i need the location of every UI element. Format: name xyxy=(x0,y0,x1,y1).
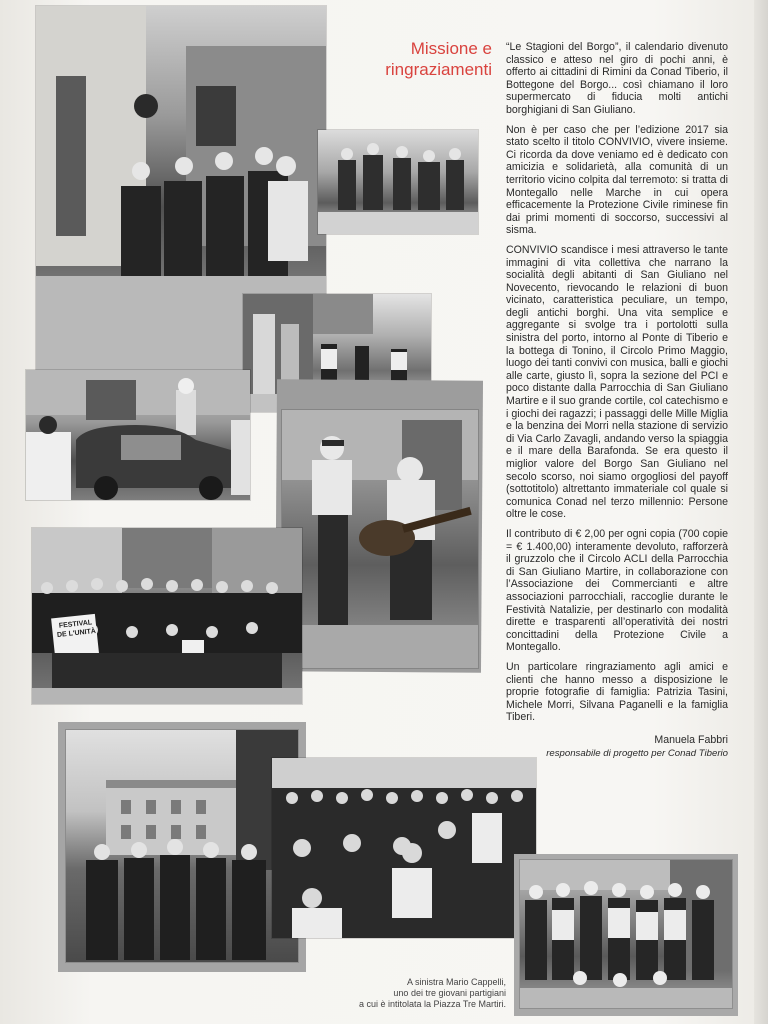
body-text-column xyxy=(506,41,728,731)
caption-line-3: a cui è intitolata la Piazza Tre Martiri. xyxy=(358,999,506,1009)
caption-line-1: A sinistra Mario Cappelli, xyxy=(406,977,506,987)
signature-name: Manuela Fabbri xyxy=(654,734,728,746)
photo-shop-front-group xyxy=(520,860,732,1008)
paragraph-contribution: Il contributo di € 2,00 per ogni copia (700 copie = € 1.400,00) interamente devoluto, rafforzerà il gruzzolo che il Circolo ACLI della Parrocchia di San Giuliano Martire, in collaborazione con l’Associazione dei Commercianti e altre associazioni parrocchiali, raccoglie durante le Festività Natalizie, per destinarlo con modalità dirette e trasparenti all’operatività dei nostri concittadini della Protezione Civile a Montegallo. xyxy=(506,527,728,654)
caption-line-2: uno dei tre giovani partigiani xyxy=(393,988,506,998)
paragraph-intro: “Le Stagioni del Borgo”, il calendario divenuto classico e atteso nel giro di pochi anni, è offerto ai cittadini di Rimini da Conad Tiberio, il Bottegone del Borgo... così chiamano il loro supermercato di fiducia molti antichi borghigiani di San Giuliano. xyxy=(506,41,728,116)
photo-crowd-outdoor xyxy=(272,758,536,938)
heading-line-1: Missione e xyxy=(410,39,492,58)
page-edge xyxy=(754,0,768,1024)
section-heading xyxy=(370,38,492,80)
paragraph-convivio-title: Non è per caso che per l’edizione 2017 sia stato scelto il titolo CONVIVIO, vivere insieme. Ci ricorda da dove veniamo ed è dedicato con amicizia e solidarietà, alla comunità di un territorio vicino colpita dal terremoto: si tratta di Montegallo nelle Marche in cui opera efficacemente la Protezione Civile riminese fin dai primi momenti di soccorso, successivi al sisma. xyxy=(506,123,728,237)
festival-banner-text: FESTIVAL DE L'UNITÀ xyxy=(56,619,97,639)
photo-town-square-group xyxy=(66,730,298,962)
heading-line-2: ringraziamenti xyxy=(385,60,492,79)
paragraph-convivio-months: CONVIVIO scandisce i mesi attraverso le tante immagini di vita collettiva che narrano la socialità degli abitanti di San Giuliano nel Novecento, rievocando le relazioni di buon vicinato, caratteristica peculiare, un tempo, degli antichi borghi. Una vita semplice e aggregante si svolge tra i portolotti sulla sinistra del porto, intorno al Ponte di Tiberio e la bottega di Tonino, il Circolo Primo Maggio, luogo dei tanti convivi con musica, balli e giochi alle carte, giusto lì, sopra la sezione del PCI e poco distante dalla Parrocchia di San Giuliano Martire e il suo grande cortile, col catechismo e i giochi dei ragazzi; i passaggi delle Mille Miglia e la benzina dei Morri nella stazione di servizio di Via Carlo Zavagli, andando verso la spiaggia e il mare della Barafonda. Se era questo il miglior valore del Borgo San Giuliano nel secolo scorso, noi siamo orgogliosi del payoff (sottotitolo) altrettanto immateriale col quale si comunica Conad nel terzo millennio: Persone oltre le cose. xyxy=(506,243,729,521)
photo-festival-unita-group xyxy=(32,528,302,704)
signature-role: responsabile di progetto per Conad Tiberio xyxy=(546,748,728,759)
photo-beach-group xyxy=(318,130,478,234)
signature-block xyxy=(540,734,728,760)
photo-car-at-pump xyxy=(26,370,250,500)
paragraph-thanks: Un particolare ringraziamento agli amici e clienti che hanno messo a disposizione le proprie fotografie di famiglia: Patrizia Tasini, Michele Morri, Silvana Paganelli e la famiglia Tiberi. xyxy=(506,660,728,724)
photo-musicians-guitar xyxy=(282,410,478,668)
photo-caption xyxy=(330,977,506,1010)
